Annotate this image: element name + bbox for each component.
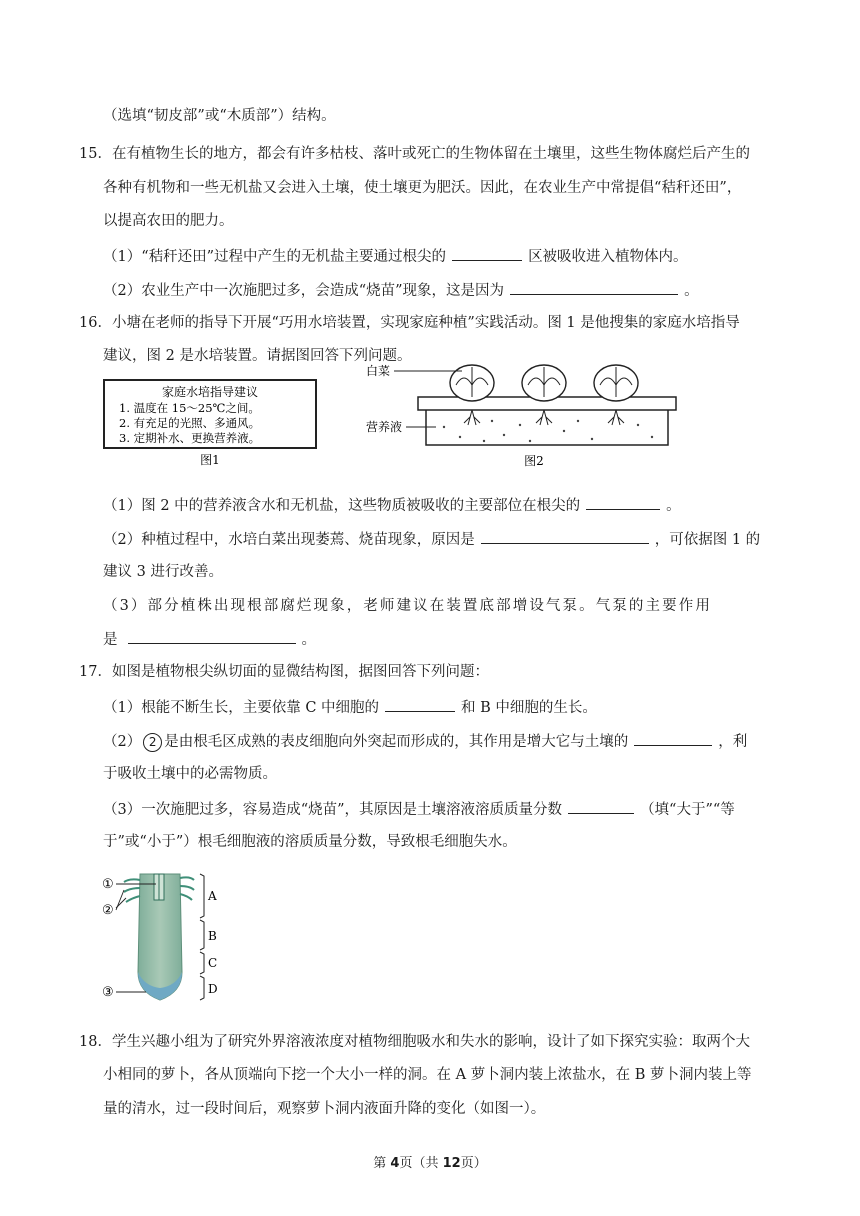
region-C: C <box>208 956 218 970</box>
cabbage-2 <box>522 365 566 425</box>
q17-sub3-blank[interactable] <box>568 798 634 814</box>
q17-sub1 <box>103 696 597 718</box>
q17-sub2-text-end: ，利 <box>718 734 748 750</box>
q15-sub2-text-end: 。 <box>684 283 699 299</box>
figure-1-svg <box>103 378 317 468</box>
q17-sub2-text: （2） <box>103 734 142 750</box>
q17-sub2-cont: 于吸收土壤中的必需物质。 <box>103 766 277 782</box>
figure-2 <box>364 345 680 470</box>
q15-sub1-text-end: 区被吸收进入植物体内。 <box>528 249 688 265</box>
q17-intro: 如图是植物根尖纵切面的显微结构图，据图回答下列问题： <box>112 664 489 680</box>
root-tip-figure <box>100 868 230 1008</box>
fig1-caption: 图1 <box>200 453 220 467</box>
q17-sub3 <box>103 798 735 820</box>
marker-3: ③ <box>102 985 114 1000</box>
q16-number: 16． <box>79 315 112 331</box>
q16-sub1-blank[interactable] <box>586 494 660 510</box>
q17-sub2-blank[interactable] <box>634 730 712 746</box>
footer-pre: 第 <box>373 1156 391 1171</box>
q16-line-1: 小塘在老师的指导下开展“巧用水培装置，实现家庭种植”实践活动。图 1 是他搜集的家庭水培指导 <box>112 315 740 331</box>
q15-sub1-blank[interactable] <box>452 245 522 261</box>
footer-mid: 页（共 <box>399 1156 443 1171</box>
footer-post: 页） <box>460 1156 487 1171</box>
q15-sub2 <box>103 279 699 301</box>
q18-line-3: 量的清水，过一段时间后，观察萝卜洞内液面升降的变化（如图一）。 <box>103 1101 546 1117</box>
q17-sub2-text: 是由根毛区成熟的表皮细胞向外突起而形成的，其作用是增大它与土壤的 <box>164 734 629 750</box>
q16-sub3: （3）部分植株出现根部腐烂现象，老师建议在装置底部增设气泵。气泵的主要作用 <box>103 598 712 614</box>
q16-sub2-text-mid: ，可依据图 1 的 <box>654 532 761 548</box>
fig1-item-3: 3. 定期补水、更换营养液。 <box>119 431 261 445</box>
q17-sub3-text-end: （填“大于”“等 <box>640 802 735 818</box>
q15-sub2-text: （2）农业生产中一次施肥过多，会造成“烧苗”现象，这是因为 <box>103 283 505 299</box>
q16-sub2-text: （2）种植过程中，水培白菜出现萎蔫、烧苗现象，原因是 <box>103 532 475 548</box>
q16-sub2-blank[interactable] <box>481 528 649 544</box>
q16-sub2-cont: 建议 3 进行改善。 <box>103 564 223 580</box>
q16-sub3-cont <box>103 628 316 650</box>
fig1-item-2: 2. 有充足的光照、多通风。 <box>119 416 261 430</box>
root-tip-svg <box>100 868 230 1008</box>
q17-sub1-blank[interactable] <box>385 696 455 712</box>
region-D: D <box>208 982 218 996</box>
q14-tail: （选填“韧皮部”或“木质部”）结构。 <box>103 108 336 124</box>
q16-sub1 <box>103 494 681 516</box>
fig2-label-cabbage: 白菜 <box>366 364 391 378</box>
q18-line-1: 学生兴趣小组为了研究外界溶液浓度对植物细胞吸水和失水的影响，设计了如下探究实验：取两个大 <box>112 1034 750 1050</box>
q15-line-3: 以提高农田的肥力。 <box>103 213 234 229</box>
figure-1 <box>103 378 317 468</box>
q17-sub1-text-end: 和 B 中细胞的生长。 <box>461 700 597 716</box>
page-total: 12 <box>442 1156 461 1171</box>
q17-number: 17． <box>79 664 112 680</box>
fig2-caption: 图2 <box>524 454 544 468</box>
q18-number: 18． <box>79 1034 112 1050</box>
q16-sub3-blank[interactable] <box>128 628 296 644</box>
q17-sub3-cont: 于”或“小于”）根毛细胞液的溶质质量分数，导致根毛细胞失水。 <box>103 834 517 850</box>
q16-sub2 <box>103 528 760 550</box>
region-B: B <box>208 929 217 943</box>
q16-sub3-text: 是 <box>103 632 118 648</box>
q16-sub3-text-end: 。 <box>301 632 316 648</box>
fig2-label-nutrient: 营养液 <box>366 420 403 434</box>
region-brackets <box>200 874 204 1000</box>
marker-2: ② <box>102 903 114 918</box>
q15-sub2-blank[interactable] <box>510 279 678 295</box>
q16-line-2: 建议，图 2 是水培装置。请据图回答下列问题。 <box>103 348 412 364</box>
q15-line-2: 各种有机物和一些无机盐又会进入土壤，使土壤更为肥沃。因此，在农业生产中常提倡“秸秆还田”， <box>103 180 742 196</box>
cabbage-1 <box>450 365 494 425</box>
page-footer <box>0 1152 860 1171</box>
cabbage-3 <box>594 365 638 425</box>
marker-1: ① <box>102 877 114 892</box>
circled-2: 2 <box>143 733 162 752</box>
region-A: A <box>208 889 217 903</box>
fig1-item-1: 1. 温度在 15～25℃之间。 <box>119 401 260 415</box>
figure-2-svg <box>364 345 680 470</box>
page-number: 4 <box>390 1156 400 1171</box>
q16-sub1-text-end: 。 <box>666 498 681 514</box>
fig1-title: 家庭水培指导建议 <box>161 385 259 399</box>
q15-sub1-text: （1）“秸秆还田”过程中产生的无机盐主要通过根尖的 <box>103 249 447 265</box>
q17-sub3-text: （3）一次施肥过多，容易造成“烧苗”，其原因是土壤溶液溶质质量分数 <box>103 802 563 818</box>
q17-sub2 <box>103 730 747 752</box>
q15-sub1 <box>103 245 688 267</box>
q15-line-1: 在有植物生长的地方，都会有许多枯枝、落叶或死亡的生物体留在土壤里，这些生物体腐烂后产生的 <box>112 146 750 162</box>
q15-number: 15． <box>79 146 112 162</box>
q16-sub1-text: （1）图 2 中的营养液含水和无机盐，这些物质被吸收的主要部位在根尖的 <box>103 498 581 514</box>
q18-line-2: 小相同的萝卜，各从顶端向下挖一个大小一样的洞。在 A 萝卜洞内装上浓盐水，在 B 萝卜洞内装上等 <box>103 1067 752 1083</box>
q17-sub1-text: （1）根能不断生长，主要依靠 C 中细胞的 <box>103 700 380 716</box>
